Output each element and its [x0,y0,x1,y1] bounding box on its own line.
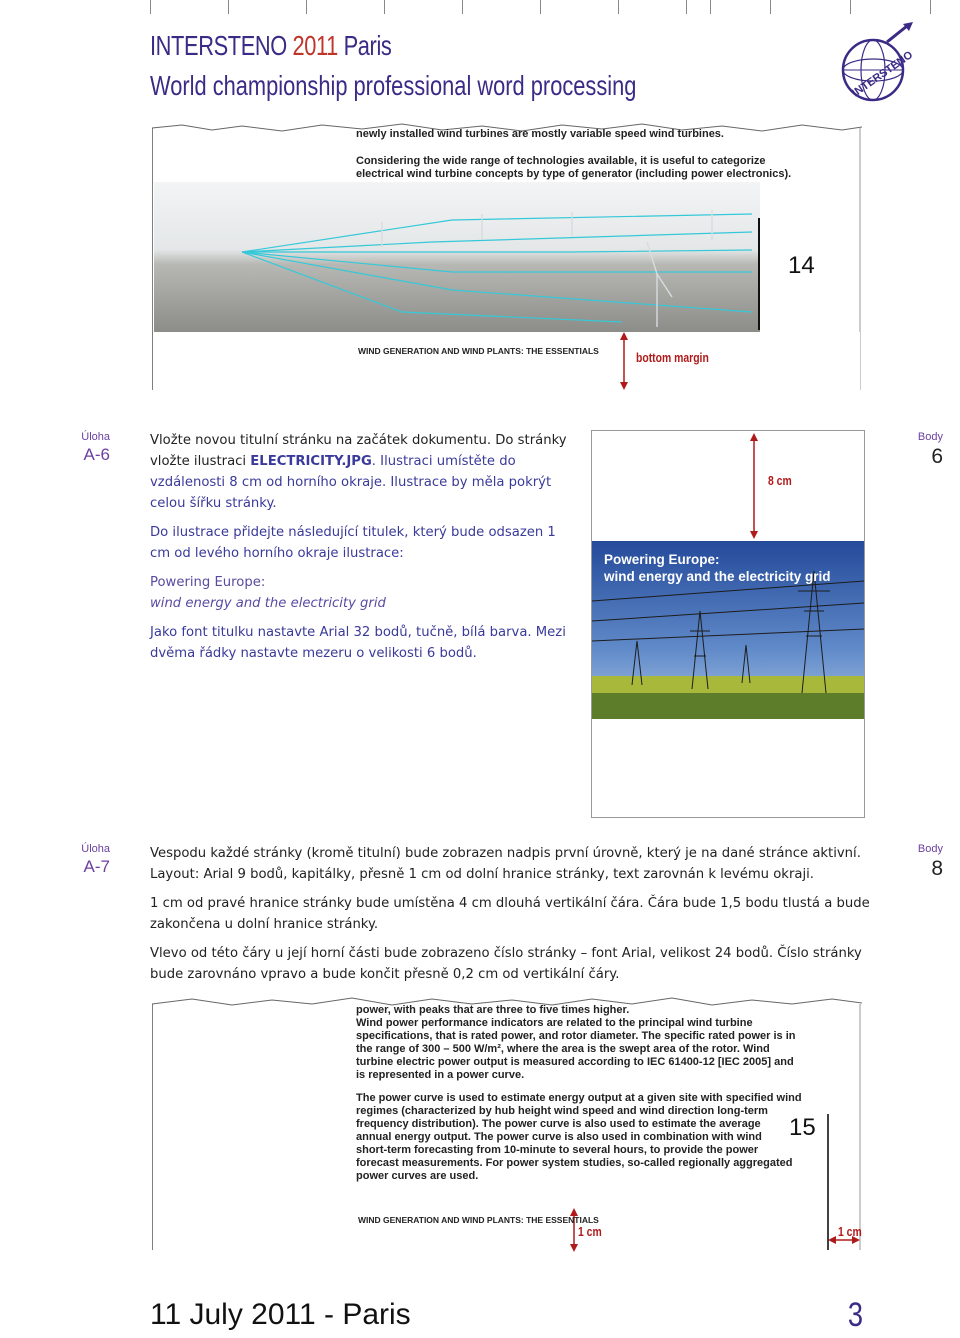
header-title: INTERSTENO 2011 Paris [150,30,392,61]
bottom-1cm-label: 1 cm [578,1224,602,1239]
footer-page-number: 3 [847,1296,864,1334]
screenshot-page-14 [152,122,862,392]
torn-line-1: newly installed wind turbines are mostly variable speed wind turbines. [356,128,724,140]
task-a6-label: Úloha A-6 [81,431,110,464]
intersteno-logo [835,22,915,114]
svg-text:INTERSTENO: INTERSTENO [850,48,915,100]
screenshot-text-block: power, with peaks that are three to five times higher. Wind power performance indicators are related to the principal wind turbine specifications, that is rated power, and rotor diameter. The specific rated power is in the range of 300 – 500 W/m², where the area is the swept area of the rotor. Wind turbine electric power output is measured according to IEC 61400-12 [IEC 2005] and is represented in a power curve. The power curve is used to estimate energy output at a given site with specified wind regimes (characterized by hub height wind speed and wind direction long-term frequency distribution). The power curve is also used to estimate the average annual energy output. The power curve is also used in combination with wind short-term forecasting from 10-minute to several hours, to provide the power forecast measurements. For power system studies, so-called regionally aggregated power curves are used. [356,1004,802,1182]
task-a7-label: Úloha A-7 [81,843,110,876]
page-number-14: 14 [788,252,815,279]
task-a6-points: Body 6 [917,431,943,468]
torn-line-2: Considering the wide range of technologies available, it is useful to categorize [356,155,766,167]
right-1cm-label: 1 cm [838,1224,862,1239]
task-a7-text: Vespodu každé stránky (kromě titulní) bude zobrazen nadpis první úrovně, který je na dané stránce aktivní. Layout: Arial 9 bodů, kapitálky, přesně 1 cm od dolní hranice stránky, text zarovnán k levému okraji. 1 cm od pravé hranice stránky bude umístěna 4 cm dlouhá vertikální čára. Čára bude 1,5 bodu tlustá a bude zakončena u dolní hranice stránky. Vlevo od této čáry u její horní části bude zobrazeno číslo stránky – font Arial, velikost 24 bodů. Číslo stránky bude zarovnáno vpravo a bude končit přesně 0,2 cm od vertikální čáry. [150,846,870,982]
preview-caption: Powering Europe: wind energy and the electricity grid [604,552,831,584]
screenshot-page-15 [152,996,862,1252]
footer-date: 11 July 2011 - Paris [150,1298,411,1331]
page-number-15: 15 [789,1114,816,1141]
task-a6-text: Vložte novou titulní stránku na začátek dokumentu. Do stránky vložte ilustraci ELECTRICITY.JPG. Ilustraci umístěte do vzdálenosti 8 cm od horního okraje. Ilustrace by měla pokrýt celou šířku stránky. Do ilustrace přidejte následující titulek, který bude odsazen 1 cm od levého horního okraje ilustrace: Powering Europe: wind energy and the electricity grid Jako font titulku nastavte Arial 32 bodů, tučně, bílá barva. Mezi dvěma řádky nastavte mezeru o velikosti 6 bodů. [150,433,567,661]
distance-label: 8 cm [768,473,792,488]
vertical-rule [758,218,760,330]
bottom-margin-label: bottom margin [636,350,709,365]
running-footer-15: WIND GENERATION AND WIND PLANTS: THE ESSENTIALS [358,1215,599,1225]
torn-line-3: electrical wind turbine concepts by type of generator (including power electronics). [356,168,792,180]
task-a7-points: Body 8 [917,843,943,880]
preview-graphic [592,431,864,817]
running-footer: WIND GENERATION AND WIND PLANTS: THE ESSENTIALS [358,346,599,356]
title-page-preview [591,430,865,818]
header-subtitle: World championship professional word processing [150,70,637,101]
